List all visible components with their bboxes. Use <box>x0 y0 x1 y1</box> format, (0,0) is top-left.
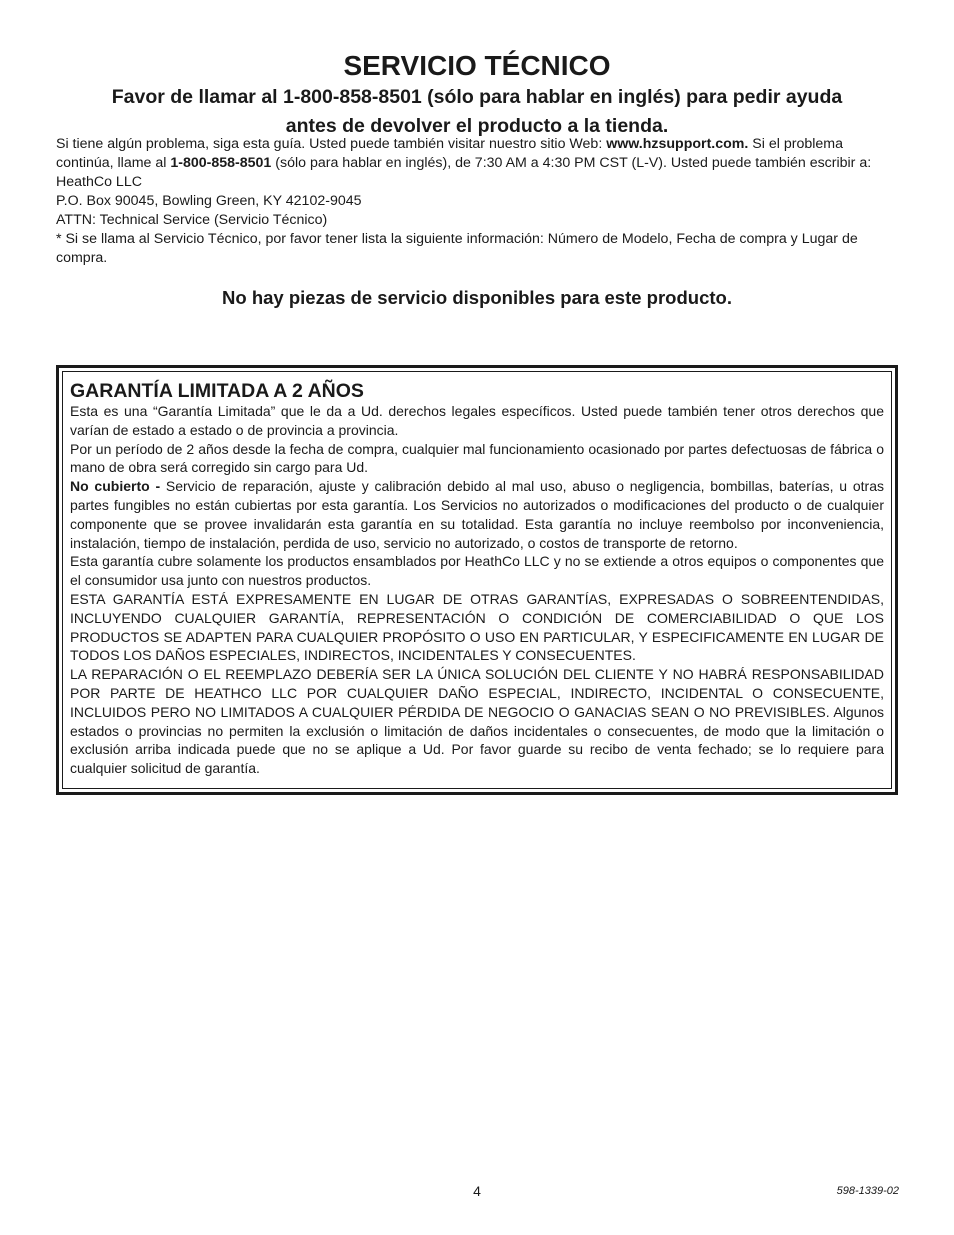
warranty-paragraph-2: Por un período de 2 años desde la fecha de compra, cualquier mal funcionamiento ocasionado por partes defectuosas de fábrica o mano de obra será corregido sin cargo para Ud. <box>70 440 884 476</box>
call-instructions-line-1: Favor de llamar al 1-800-858-8501 (sólo para hablar en inglés) para pedir ayuda <box>111 86 843 108</box>
intro-text-b: Si el problema continúa, llame al <box>56 136 843 171</box>
intro-text-c: (sólo para hablar en inglés), de 7:30 AM a 4:30 PM CST (L-V). Usted puede también escribir a: <box>271 155 872 171</box>
call-instructions-line-2: antes de devolver el producto a la tienda. <box>285 114 669 137</box>
not-covered-label: No cubierto - <box>70 478 161 495</box>
page-number: 4 <box>473 1183 481 1199</box>
support-website: www.hzsupport.com. <box>606 136 749 152</box>
address-po-box: P.O. Box 90045, Bowling Green, KY 42102-9045 <box>56 193 362 209</box>
warranty-paragraph-4: Esta garantía cubre solamente los productos ensamblados por HeathCo LLC y no se extiende a otros equipos o componentes que el consumidor usa junto con nuestros productos. <box>70 553 884 589</box>
document-code: 598-1339-02 <box>836 1185 899 1197</box>
warranty-paragraph-6: LA REPARACIÓN O EL REEMPLAZO DEBERÍA SER LA ÚNICA SOLUCIÓN DEL CLIENTE Y NO HABRÁ RESPONSABILIDAD POR PARTE DE HEATHCO LLC POR CUALQUIER DAÑO ESPECIAL, INDIRECTO, INCIDENTAL O CONSECUENTE, INCLUIDOS PERO NO LIMITADOS A CUALQUIER PÉRDIDA DE NEGOCIO O GANACIAS SEAN O NO PREVISIBLES. Algunos estados o provincias no permiten la exclusión o limitación de daños incidentales o consecuentes, de modo que la limitación o exclusión arriba indicada puede que no se aplique a Ud. Por favor guarde su recibo de venta fechado; se lo requiere para cualquier solicitud de garantía. <box>70 666 884 777</box>
call-instructions <box>40 83 914 140</box>
warranty-paragraph-1: Esta es una “Garantía Limitada” que le da a Ud. derechos legales específicos. Usted puede también tener otros derechos que varían de estado a estado o de provincia a provincia. <box>70 403 884 438</box>
address-company: HeathCo LLC <box>56 174 142 190</box>
warranty-heading: GARANTÍA LIMITADA A 2 AÑOS <box>70 380 364 402</box>
page-title: SERVICIO TÉCNICO <box>343 50 611 81</box>
warranty-body <box>70 402 884 778</box>
intro-paragraph <box>56 135 901 173</box>
intro-section <box>56 135 901 268</box>
not-covered-text: Servicio de reparación, ajuste y calibración debido al mal uso, abuso o negligencia, bombillas, baterías, u otras partes fungibles no están cubiertas por esta garantía. Los Servicios no autorizados o modificaciones del producto o de cualquier componente que se provee invalidarán esta garantía en su totalidad. Esta garantía no incluye reembolso por inconveniencia, instalación, tiempo de instalación, perdida de uso, servicio no autorizado, o costos de transporte de retorno. <box>70 478 884 551</box>
support-phone: 1-800-858-8501 <box>170 155 272 171</box>
address-attention: ATTN: Technical Service (Servicio Técnico) <box>56 212 328 228</box>
info-note: * Si se llama al Servicio Técnico, por favor tener lista la siguiente información: Número de Modelo, Fecha de compra y Lugar de compra. <box>56 231 858 266</box>
warranty-paragraph-5: ESTA GARANTÍA ESTÁ EXPRESAMENTE EN LUGAR DE OTRAS GARANTÍAS, EXPRESADAS O SOBREENTENDIDAS, INCLUYENDO CUALQUIER GARANTÍA, REPRESENTACIÓN O CONDICIÓN DE COMERCIABILIDAD O QUE LOS PRODUCTOS SE ADAPTEN PARA CUALQUIER PROPÓSITO O USO EN PARTICULAR, Y ESPECIFICAMENTE EN LUGAR DE TODOS LOS DAÑOS ESPECIALES, INDIRECTOS, INCIDENTALES Y CONSECUENTES. <box>70 590 884 664</box>
intro-text-a: Si tiene algún problema, siga esta guía. Usted puede también visitar nuestro sitio Web: <box>56 136 607 152</box>
no-parts-notice: No hay piezas de servicio disponibles para este producto. <box>222 287 732 308</box>
warranty-paragraph-3 <box>70 477 884 552</box>
